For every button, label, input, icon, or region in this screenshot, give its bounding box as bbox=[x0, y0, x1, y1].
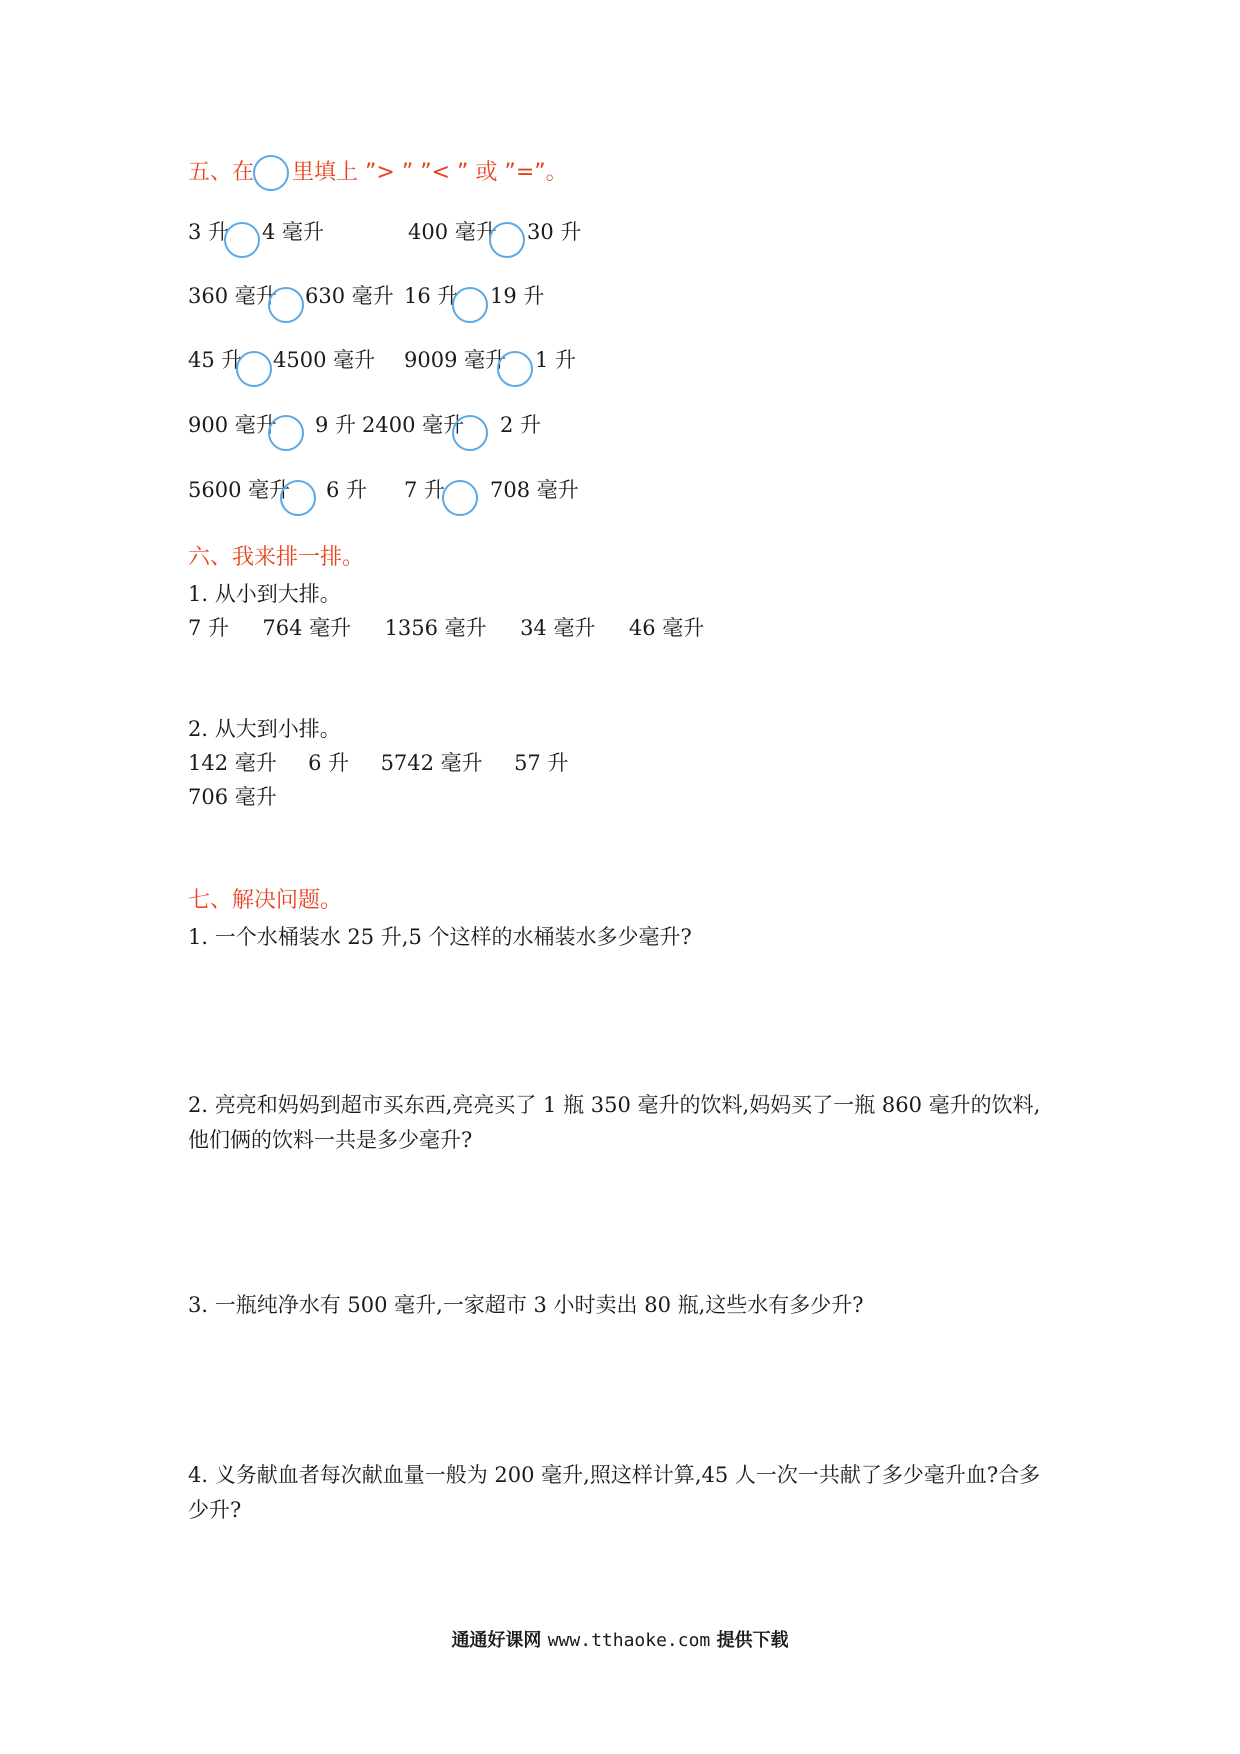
problem-4-line2: 少升? bbox=[188, 1498, 242, 1522]
compare-answer-circle[interactable] bbox=[497, 351, 533, 387]
compare-item-right: 9 升 bbox=[315, 413, 357, 437]
compare-item-right: 6 升 bbox=[326, 478, 368, 502]
compare-item-left: 900 毫升 bbox=[188, 413, 277, 437]
compare-item-left: 5600 毫升 bbox=[188, 478, 291, 502]
compare-answer-circle[interactable] bbox=[452, 287, 488, 323]
compare-item-right: 4 毫升 bbox=[262, 220, 325, 244]
problem-4-line1: 4. 义务献血者每次献血量一般为 200 毫升,照这样计算,45 人一次一共献了多少毫升血?合多 bbox=[188, 1463, 1041, 1487]
compare-answer-circle[interactable] bbox=[224, 222, 260, 258]
sort-ascending-items bbox=[188, 613, 704, 643]
compare-item-left: 400 毫升 bbox=[408, 220, 497, 244]
compare-item-right: 19 升 bbox=[490, 284, 545, 308]
sort-item: 1356 毫升 bbox=[384, 616, 487, 640]
sort-item: 142 毫升 bbox=[188, 751, 277, 775]
compare-answer-circle[interactable] bbox=[442, 480, 478, 516]
problem-1: 1. 一个水桶装水 25 升,5 个这样的水桶装水多少毫升? bbox=[188, 925, 692, 949]
compare-item-right: 2 升 bbox=[500, 413, 542, 437]
sort-item: 764 毫升 bbox=[262, 616, 352, 640]
compare-item-left: 3 升 bbox=[188, 220, 230, 244]
compare-item-left: 9009 毫升 bbox=[404, 348, 507, 372]
sort-descending-items bbox=[188, 748, 568, 778]
section7-title: 七、解决问题。 bbox=[188, 888, 343, 913]
footer-url[interactable]: www.tthaoke.com bbox=[547, 1630, 711, 1651]
compare-item-left: 7 升 bbox=[404, 478, 446, 502]
sort-descending-label: 2. 从大到小排。 bbox=[188, 717, 341, 741]
compare-item-left: 2400 毫升 bbox=[362, 413, 465, 437]
section5-title-prefix: 五、在 bbox=[188, 160, 255, 185]
compare-item-left: 45 升 bbox=[188, 348, 243, 372]
sort-item: 46 毫升 bbox=[628, 616, 705, 640]
footer-suffix: 提供下载 bbox=[716, 1630, 789, 1651]
sort-ascending-label: 1. 从小到大排。 bbox=[188, 582, 341, 606]
sort-item: 706 毫升 bbox=[188, 785, 277, 809]
footer bbox=[0, 1628, 1240, 1654]
problem-2-line2: 他们俩的饮料一共是多少毫升? bbox=[188, 1128, 473, 1152]
sort-item: 34 毫升 bbox=[520, 616, 596, 640]
compare-item-right: 708 毫升 bbox=[490, 478, 579, 502]
compare-item-left: 16 升 bbox=[404, 284, 459, 308]
compare-item-right: 1 升 bbox=[535, 348, 577, 372]
compare-item-right: 30 升 bbox=[527, 220, 582, 244]
compare-item-left: 360 毫升 bbox=[188, 284, 277, 308]
section6-title: 六、我来排一排。 bbox=[188, 545, 365, 570]
compare-answer-circle[interactable] bbox=[452, 415, 488, 451]
footer-site: 通通好课网 bbox=[451, 1630, 542, 1651]
section5-title bbox=[188, 158, 568, 188]
compare-answer-circle[interactable] bbox=[268, 287, 304, 323]
comparison-circle-example bbox=[253, 155, 289, 191]
sort-item: 7 升 bbox=[188, 616, 230, 640]
problem-2-line1: 2. 亮亮和妈妈到超市买东西,亮亮买了 1 瓶 350 毫升的饮料,妈妈买了一瓶 860 毫升的饮料, bbox=[188, 1093, 1041, 1117]
sort-item: 57 升 bbox=[514, 751, 569, 775]
section5-title-suffix: 里填上 ”> ” ”< ” 或 ”=”。 bbox=[292, 160, 568, 185]
compare-answer-circle[interactable] bbox=[280, 480, 316, 516]
compare-item-right: 4500 毫升 bbox=[273, 348, 376, 372]
sort-descending-items-line2 bbox=[188, 782, 277, 812]
compare-answer-circle[interactable] bbox=[268, 415, 304, 451]
sort-item: 6 升 bbox=[308, 751, 350, 775]
sort-item: 5742 毫升 bbox=[380, 751, 483, 775]
compare-answer-circle[interactable] bbox=[489, 222, 525, 258]
compare-answer-circle[interactable] bbox=[236, 351, 272, 387]
problem-3: 3. 一瓶纯净水有 500 毫升,一家超市 3 小时卖出 80 瓶,这些水有多少升? bbox=[188, 1293, 864, 1317]
compare-item-right: 630 毫升 bbox=[305, 284, 394, 308]
